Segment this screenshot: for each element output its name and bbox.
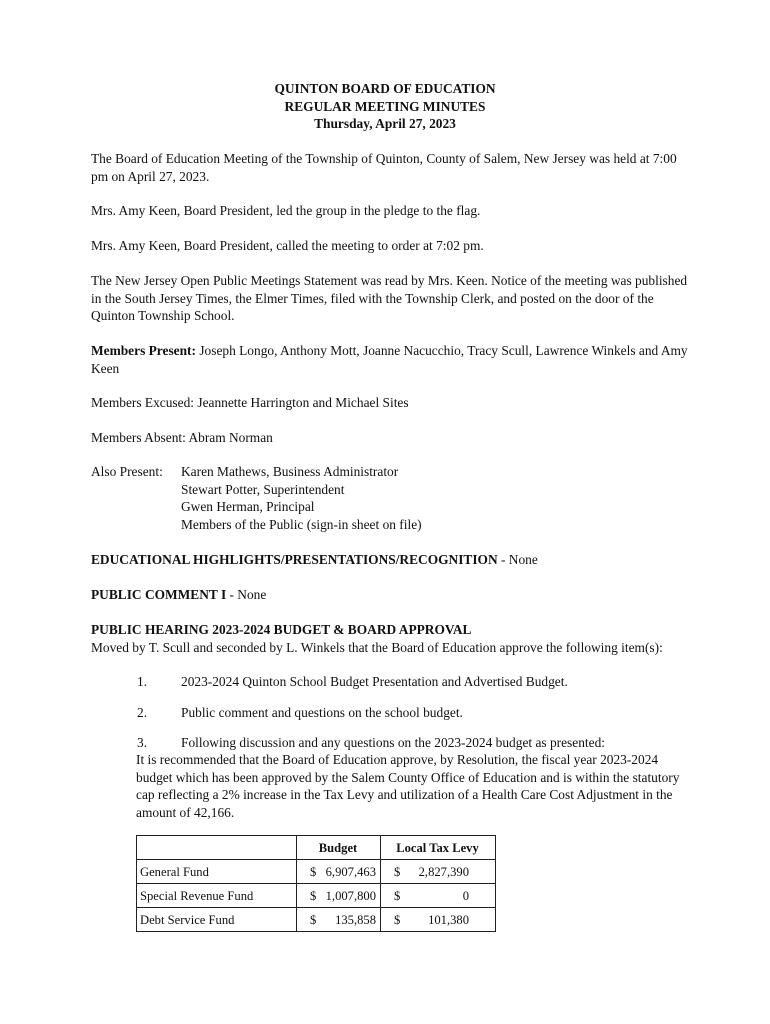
currency-symbol: $ — [394, 888, 401, 903]
budget-amount: 135,858 — [335, 912, 376, 927]
also-present-label: Also Present: — [91, 464, 163, 479]
table-header-cell: Local Tax Levy — [381, 836, 496, 860]
document-type: REGULAR MEETING MINUTES — [284, 98, 486, 114]
table-row — [137, 860, 496, 884]
levy-cell — [381, 908, 496, 932]
currency-symbol: $ — [310, 912, 317, 927]
item-number: 1. — [137, 674, 148, 689]
levy-cell — [381, 884, 496, 908]
budget-cell — [297, 884, 381, 908]
levy-amount: 2,827,390 — [418, 864, 469, 879]
currency-symbol: $ — [394, 912, 401, 927]
also-present-item: Members of the Public (sign-in sheet on file) — [181, 516, 422, 532]
budget-table — [136, 835, 496, 932]
also-present-item: Stewart Potter, Superintendent — [181, 481, 345, 497]
section-value: - None — [497, 552, 538, 567]
levy-cell — [381, 860, 496, 884]
currency-symbol: $ — [394, 864, 401, 879]
budget-amount: 1,007,800 — [325, 888, 376, 903]
item-text: Following discussion and any questions on the 2023-2024 budget as presented: — [181, 735, 605, 750]
resolution-paragraph: It is recommended that the Board of Education approve, by Resolution, the fiscal year 2023-2024 budget which has been approved by the Salem County Office of Education and is within the statutory cap reflecting a 2% increase in the Tax Levy and utilization of a Health Care Cost Adjustment in the amount of 42,166. — [136, 752, 680, 820]
table-row — [137, 908, 496, 932]
section-title: PUBLIC COMMENT I — [91, 587, 227, 602]
also-present-list — [181, 463, 581, 533]
public-hearing — [91, 621, 691, 656]
table-header-cell — [137, 836, 297, 860]
table-header-row — [137, 836, 496, 860]
budget-amount: 6,907,463 — [325, 864, 376, 879]
members-present — [91, 342, 691, 377]
section-value: - None — [226, 587, 267, 602]
also-present-item: Gwen Herman, Principal — [181, 499, 315, 514]
also-present-item: Karen Mathews, Business Administrator — [181, 464, 399, 479]
opma-statement-paragraph: The New Jersey Open Public Meetings Statement was read by Mrs. Keen. Notice of the meeting was published in the South Jersey Times, the Elmer Times, filed with the Township Clerk, and posted on the door of the Quinton Township School. — [91, 273, 688, 323]
pledge-paragraph: Mrs. Amy Keen, Board President, led the group in the pledge to the flag. — [91, 203, 481, 218]
section-title: EDUCATIONAL HIGHLIGHTS/PRESENTATIONS/RECOGNITION — [91, 552, 498, 567]
call-to-order-paragraph: Mrs. Amy Keen, Board President, called the meeting to order at 7:02 pm. — [91, 238, 484, 253]
currency-symbol: $ — [310, 888, 317, 903]
currency-symbol: $ — [310, 864, 317, 879]
fund-name-cell: Debt Service Fund — [137, 908, 297, 932]
document-header — [0, 80, 770, 133]
budget-cell — [297, 860, 381, 884]
item-text: Public comment and questions on the school budget. — [181, 705, 463, 720]
members-absent: Members Absent: Abram Norman — [91, 430, 273, 445]
educational-highlights — [91, 551, 691, 569]
meeting-date: Thursday, April 27, 2023 — [314, 116, 456, 131]
levy-amount: 101,380 — [428, 912, 469, 927]
item-text: 2023-2024 Quinton School Budget Presentation and Advertised Budget. — [181, 674, 568, 689]
section-title: PUBLIC HEARING 2023-2024 BUDGET & BOARD APPROVAL — [91, 622, 472, 637]
table-header-cell: Budget — [297, 836, 381, 860]
intro-paragraph: The Board of Education Meeting of the Township of Quinton, County of Salem, New Jersey was held at 7:00 pm on April 27, 2023. — [91, 151, 677, 184]
fund-name-cell: General Fund — [137, 860, 297, 884]
levy-amount: 0 — [462, 888, 469, 903]
hearing-motion: Moved by T. Scull and seconded by L. Winkels that the Board of Education approve the following item(s): — [91, 639, 663, 655]
table-row — [137, 884, 496, 908]
budget-cell — [297, 908, 381, 932]
item-number: 3. — [137, 735, 148, 750]
item-number: 2. — [137, 705, 148, 720]
members-excused: Members Excused: Jeannette Harrington and Michael Sites — [91, 395, 409, 410]
public-comment — [91, 586, 691, 604]
members-present-label: Members Present: — [91, 343, 196, 358]
members-present-names: Joseph Longo, Anthony Mott, Joanne Nacucchio, Tracy Scull, Lawrence Winkels and Amy Keen — [91, 343, 688, 376]
fund-name-cell: Special Revenue Fund — [137, 884, 297, 908]
board-name: QUINTON BOARD OF EDUCATION — [274, 81, 496, 96]
